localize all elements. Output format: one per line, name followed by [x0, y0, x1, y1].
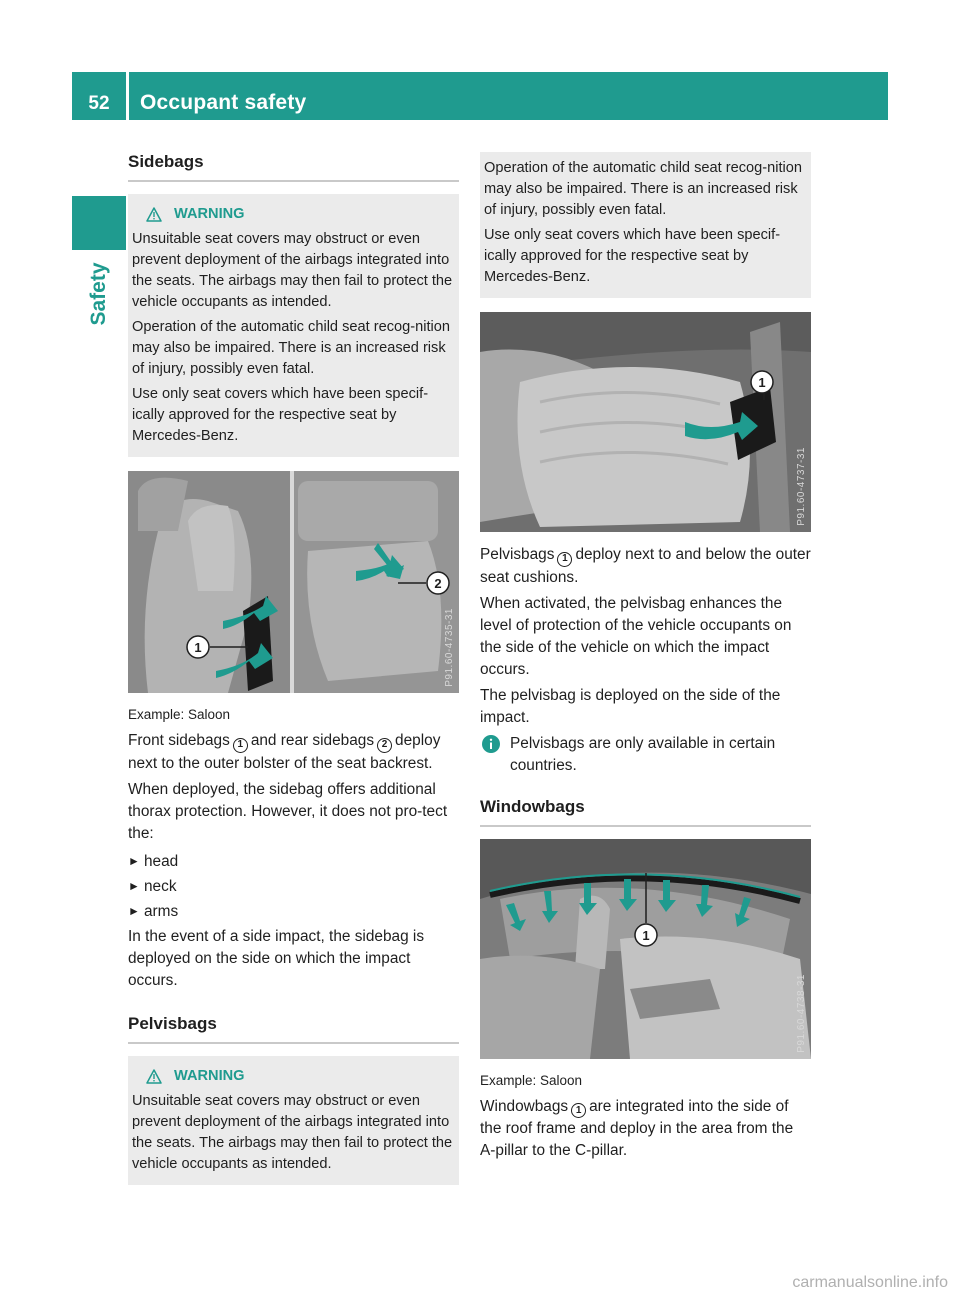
sidebags-body [128, 730, 459, 992]
body-paragraph: When activated, the pelvisbag enhances the level of protection of the vehicle occupants on the side of the vehicle on which the impact occurs. [480, 594, 792, 678]
chapter-label: Safety [87, 262, 110, 326]
sidebags-heading: Sidebags [128, 148, 459, 182]
header-divider [126, 72, 129, 120]
pelvisbags-warning-title: WARNING [146, 1066, 453, 1087]
page-number: 52 [88, 93, 110, 114]
warning-paragraph: Operation of the automatic child seat recog-nition may also be impaired. There is an increased risk of injury, possibly even fatal. [484, 160, 802, 218]
pelvisbags-photo [480, 312, 811, 532]
windowbags-caption: Example: Saloon [480, 1072, 583, 1088]
warning-triangle-icon [146, 207, 162, 222]
page-title: Occupant safety [140, 91, 307, 114]
info-text: Pelvisbags are only available in certain countries. [510, 734, 776, 774]
svg-text:2: 2 [434, 576, 442, 591]
svg-text:1: 1 [758, 375, 766, 390]
warning-triangle-icon [146, 1069, 162, 1084]
svg-text:1: 1 [194, 640, 202, 655]
list-item: ► arms [128, 902, 179, 920]
pelvisbags-warning-continued [480, 152, 811, 298]
callout-1: 1 [557, 552, 572, 567]
warning-paragraph: Unsuitable seat covers may obstruct or even prevent deployment of the airbags integrated into the seats. The airbags may then fail to protect the vehicle occupants as intended. [132, 1092, 453, 1172]
list-item: ► neck [128, 877, 177, 895]
protection-list [128, 849, 459, 924]
pelvisbags-warning-box [128, 1056, 459, 1185]
body-paragraph: Front sidebags 1 and rear sidebags 2 deploy next to the outer bolster of the seat backrest. [128, 732, 441, 772]
body-paragraph: In the event of a side impact, the sidebag is deployed on the side on which the impact occurs. [128, 927, 425, 989]
list-item: ► head [128, 852, 179, 870]
body-paragraph: Windowbags 1 are integrated into the side of the roof frame and deploy in the area from the A-pillar to the C-pillar. [480, 1097, 794, 1159]
right-column [480, 152, 811, 1166]
chapter-tab [72, 196, 126, 250]
body-paragraph: The pelvisbag is deployed on the side of the impact. [480, 686, 781, 726]
svg-text:1: 1 [642, 927, 650, 943]
warning-paragraph: Operation of the automatic child seat recog-nition may also be impaired. There is an increased risk of injury, possibly even fatal. [132, 319, 450, 377]
watermark: carmanualsonline.info [792, 1274, 948, 1291]
image-code: P91.60-4735-31 [444, 608, 455, 687]
sidebags-warning-box [128, 194, 459, 457]
callout-1: 1 [571, 1103, 586, 1118]
windowbags-photo [480, 839, 811, 1059]
sidebags-warning-title: WARNING [146, 204, 453, 225]
sidebags-caption: Example: Saloon [128, 707, 231, 722]
warning-paragraph: Use only seat covers which have been specif-ically approved for the respective seat by Mercedes-Benz. [132, 386, 429, 444]
image-code: P91.60-4737-31 [796, 447, 807, 526]
sidebags-photo [128, 471, 459, 693]
callout-1: 1 [233, 738, 248, 753]
warning-paragraph: Use only seat covers which have been specif-ically approved for the respective seat by Mercedes-Benz. [484, 227, 781, 285]
left-column [128, 148, 459, 1199]
windowbags-heading: Windowbags [480, 793, 811, 827]
warning-paragraph: Unsuitable seat covers may obstruct or even prevent deployment of the airbags integrated into the seats. The airbags may then fail to protect the vehicle occupants as intended. [132, 231, 453, 310]
pelvisbags-info [480, 733, 811, 777]
pelvisbags-body [480, 544, 811, 729]
pelvisbags-heading: Pelvisbags [128, 1010, 459, 1044]
body-paragraph: When deployed, the sidebag offers additional thorax protection. However, it does not pro-tect the: [128, 780, 448, 842]
body-paragraph: Pelvisbags 1 deploy next to and below the outer seat cushions. [480, 546, 811, 586]
callout-2: 2 [377, 738, 392, 753]
windowbags-body [480, 1096, 811, 1163]
image-code: P91.60-4738-31 [796, 973, 807, 1053]
info-icon [480, 735, 502, 753]
